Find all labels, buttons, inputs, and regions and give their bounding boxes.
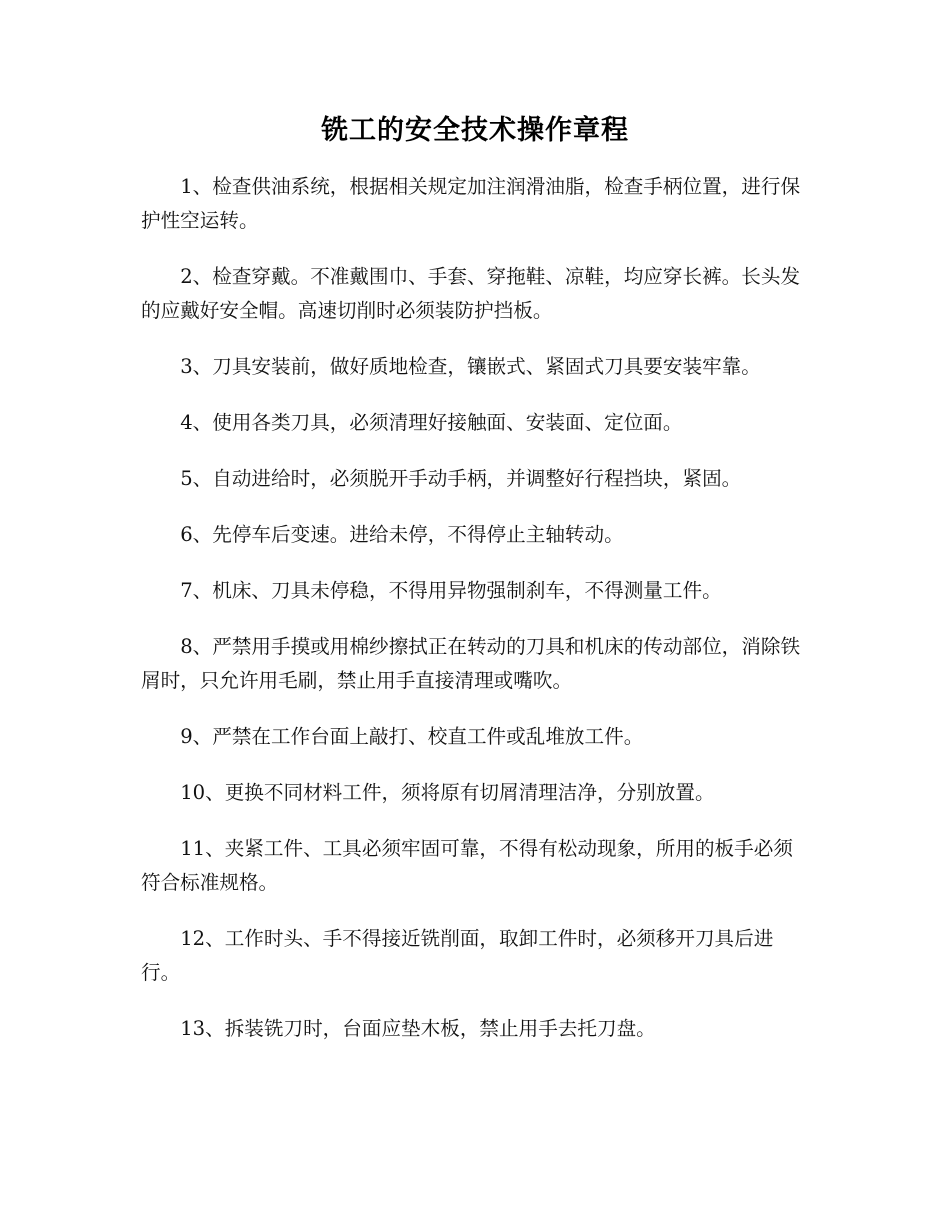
paragraph-5: 5、自动进给时，必须脱开手动手柄，并调整好行程挡块，紧固。 xyxy=(180,467,742,490)
paragraph-10: 10、更换不同材料工件，须将原有切屑清理洁净，分别放置。 xyxy=(180,781,715,804)
paragraph-1: 1、检查供油系统，根据相关规定加注润滑油脂，检查手柄位置，进行保护性空运转。 xyxy=(141,175,801,232)
paragraph-13: 13、拆装铣刀时，台面应垫木板，禁止用手去托刀盘。 xyxy=(180,1017,656,1040)
paragraph-6: 6、先停车后变速。进给未停，不得停止主轴转动。 xyxy=(180,523,624,546)
paragraph-4: 4、使用各类刀具，必须清理好接触面、安装面、定位面。 xyxy=(180,411,683,434)
paragraph-2: 2、检查穿戴。不准戴围巾、手套、穿拖鞋、凉鞋，均应穿长裤。长头发的应戴好安全帽。高速切削时必须装防护挡板。 xyxy=(141,265,801,322)
paragraph-3: 3、刀具安装前，做好质地检查，镶嵌式、紧固式刀具要安装牢靠。 xyxy=(180,355,761,378)
paragraph-12: 12、工作时头、手不得接近铣削面，取卸工件时，必须移开刀具后进行。 xyxy=(141,927,774,984)
paragraph-9: 9、严禁在工作台面上敲打、校直工件或乱堆放工件。 xyxy=(180,725,644,748)
paragraph-7: 7、机床、刀具未停稳，不得用异物强制刹车，不得测量工件。 xyxy=(180,579,722,602)
paragraph-11: 11、夹紧工件、工具必须牢固可靠，不得有松动现象，所用的板手必须符合标准规格。 xyxy=(141,837,793,894)
document-title: 铣工的安全技术操作章程 xyxy=(321,115,629,146)
document-body xyxy=(141,170,801,1068)
paragraph-8: 8、严禁用手摸或用棉纱擦拭正在转动的刀具和机床的传动部位，消除铁屑时，只允许用毛刷，禁止用手直接清理或嘴吹。 xyxy=(141,635,801,692)
